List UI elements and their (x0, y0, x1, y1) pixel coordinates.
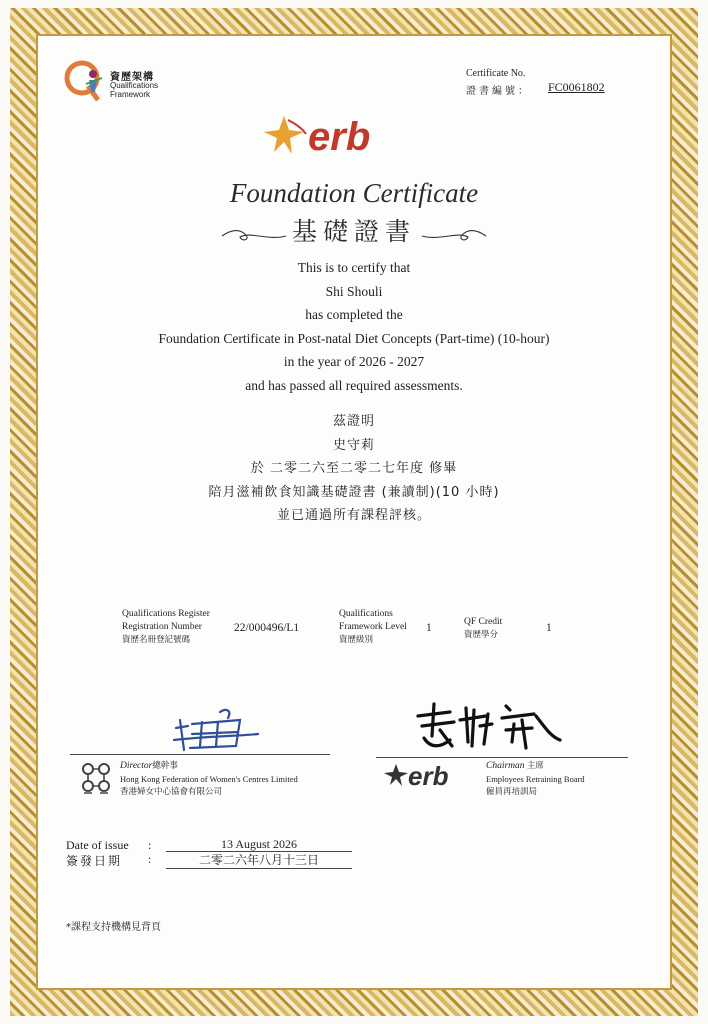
issue-label-en: Date of issue (66, 838, 129, 852)
director-signature (170, 706, 260, 756)
issue-date-en: 13 August 2026 (220, 837, 297, 851)
qf-credit-label-zh: 資歷學分 (464, 630, 499, 640)
footnote: *課程支持機構見背頁 (66, 922, 161, 933)
qf-credit-label (464, 616, 502, 642)
qr-label-zh: 資歷名冊登記號碼 (122, 635, 191, 645)
director-org-en: Hong Kong Federation of Women's Centres Limited (120, 774, 298, 784)
issue-colon-1: : (148, 838, 152, 852)
qf-level-label-zh: 資歷級別 (339, 635, 374, 645)
director-title-zh: 總幹事 (152, 761, 178, 771)
qf-level-label-line2: Framework Level (339, 622, 407, 632)
recipient-name-en: Shi Shouli (325, 283, 383, 299)
qr-label-line2: Registration Number (122, 622, 202, 632)
erb-logo (262, 110, 422, 160)
issue-colon-2: : (148, 852, 152, 866)
body-en (0, 256, 708, 397)
body-zh-line: 並已通過所有課程評核。 (276, 508, 431, 523)
certificate-no-label: Certificate No. (466, 68, 526, 79)
chairman-block (486, 760, 585, 799)
erb-star-small-icon (384, 764, 408, 786)
chairman-title-zh: 主席 (526, 761, 544, 771)
issue-date-zh-underline (166, 868, 352, 869)
qf-name-zh: 資歷架構 (110, 72, 154, 83)
erb-logo-small (384, 760, 480, 790)
qr-label (122, 608, 210, 647)
right-flourish-icon (420, 227, 488, 245)
issue-label-zh: 簽發日期 (66, 854, 123, 868)
body-en-line: in the year of 2026 - 2027 (283, 354, 425, 369)
hkfwc-logo-icon (78, 760, 116, 796)
body-zh-line: 於 二零二六至二零二七年度 修畢 (250, 461, 458, 476)
title-en: Foundation Certificate (229, 178, 479, 208)
qf-name-en-line1: Qualifications (110, 81, 159, 90)
chairman-org-zh: 僱員再培訓局 (486, 787, 538, 797)
qf-level-label (339, 608, 407, 647)
course-name-zh: 陪月滋補飲食知識基礎證書 (兼讀制)(10 小時) (208, 484, 500, 500)
qf-name-en-line2: Framework (110, 90, 151, 99)
chairman-org-en: Employees Retraining Board (486, 774, 585, 784)
issue-date-zh: 二零二六年八月十三日 (198, 853, 319, 867)
qf-level-value: 1 (426, 622, 432, 634)
qf-logo-icon (62, 58, 106, 106)
left-flourish-icon (220, 227, 288, 245)
course-name-en: Foundation Certificate in Post-natal Diet Concepts (Part-time) (10-hour) (158, 330, 550, 346)
qf-name-en (110, 81, 158, 99)
title-zh-row (0, 212, 708, 248)
qf-credit-label-en: QF Credit (464, 617, 503, 627)
director-title-en: Director (120, 761, 153, 771)
title-zh: 基礎證書 (291, 217, 416, 246)
erb-logo-text: erb (308, 115, 371, 159)
chairman-signature (410, 696, 570, 756)
erb-star-icon (264, 116, 306, 154)
certificate-no-value: FC0061802 (548, 80, 605, 94)
certificate-no-label-zh: 證書編號： (466, 86, 531, 97)
director-signature-line (70, 754, 330, 755)
recipient-name-zh: 史守莉 (332, 437, 375, 453)
chairman-signature-line (376, 757, 628, 758)
body-en-line: and has passed all required assessments. (245, 377, 463, 393)
qf-level-label-line1: Qualifications (339, 609, 393, 619)
qr-number: 22/000496/L1 (234, 622, 300, 634)
director-block (120, 760, 298, 799)
body-zh (0, 410, 708, 528)
body-zh-line: 茲證明 (332, 414, 375, 429)
director-org-zh: 香港婦女中心協會有限公司 (120, 787, 223, 797)
body-en-line: This is to certify that (297, 260, 411, 275)
qr-label-line1: Qualifications Register (122, 609, 210, 619)
qf-credit-value: 1 (546, 622, 552, 634)
erb-logo-small-text: erb (408, 761, 449, 790)
chairman-title-en: Chairman (486, 761, 525, 771)
body-en-line: has completed the (305, 307, 403, 322)
